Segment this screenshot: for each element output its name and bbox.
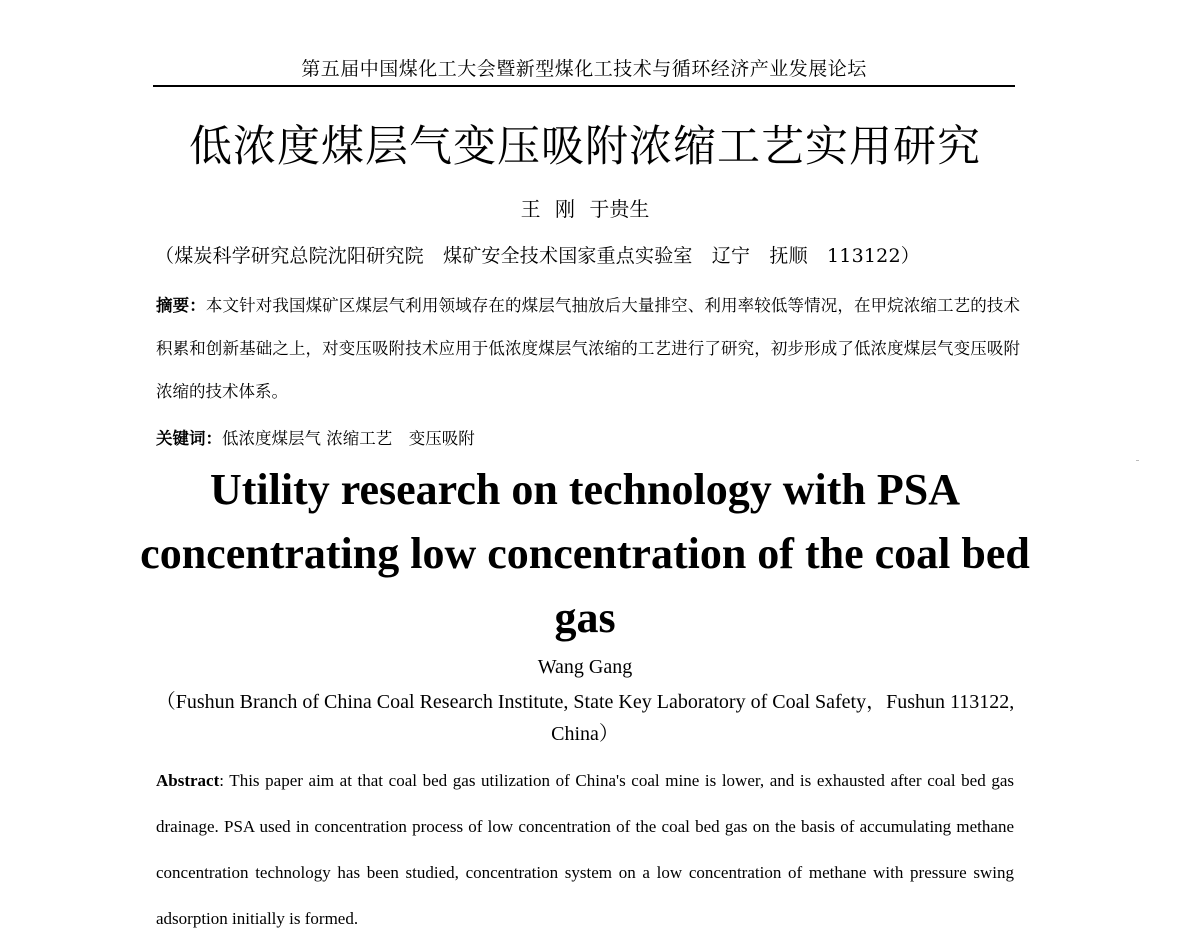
english-author: Wang Gang <box>537 656 633 678</box>
chinese-abstract-text: 本文针对我国煤矿区煤层气利用领域存在的煤层气抽放后大量排空、利用率较低等情况，在甲烷浓缩工艺的技术积累和创新基础之上，对变压吸附技术应用于低浓度煤层气浓缩的工艺进行了研究，初步形成了低浓度煤层气变压吸附浓缩的技术体系。 <box>156 296 1021 401</box>
chinese-abstract <box>156 284 1020 413</box>
english-abstract-text: : This paper aim at that coal bed gas utilization of China's coal mine is lower, and is exhausted after coal bed gas drainage. PSA used in concentration process of low concentration of the coal bed gas on the basis of accumulating methane concentration technology has been studied, concentration system on a low concentration of methane with pressure swing adsorption initially is formed. <box>156 771 1014 928</box>
header-rule <box>153 85 1015 87</box>
english-affiliation: （Fushun Branch of China Coal Research Institute, State Key Laboratory of Coal Safety，Fushun 113122, China） <box>155 691 1015 745</box>
chinese-affiliation: （煤炭科学研究总院沈阳研究院 煤矿安全技术国家重点实验室 辽宁 抚顺 113122） <box>155 245 920 267</box>
english-title: Utility research on technology with PSA concentrating low concentration of the coal bed gas <box>140 465 1030 642</box>
english-abstract-label: Abstract <box>156 771 220 790</box>
english-abstract <box>156 758 1014 928</box>
conference-header: 第五届中国煤化工大会暨新型煤化工技术与循环经济产业发展论坛 <box>301 58 867 80</box>
margin-mark <box>1136 460 1139 461</box>
chinese-title: 低浓度煤层气变压吸附浓缩工艺实用研究 <box>189 122 981 172</box>
chinese-abstract-label: 摘要： <box>156 296 206 315</box>
chinese-keywords-text: 低浓度煤层气 浓缩工艺 变压吸附 <box>222 429 475 448</box>
chinese-authors: 王 刚 于贵生 <box>520 197 650 221</box>
chinese-keywords <box>156 424 1016 454</box>
chinese-keywords-label: 关键词： <box>156 429 222 448</box>
